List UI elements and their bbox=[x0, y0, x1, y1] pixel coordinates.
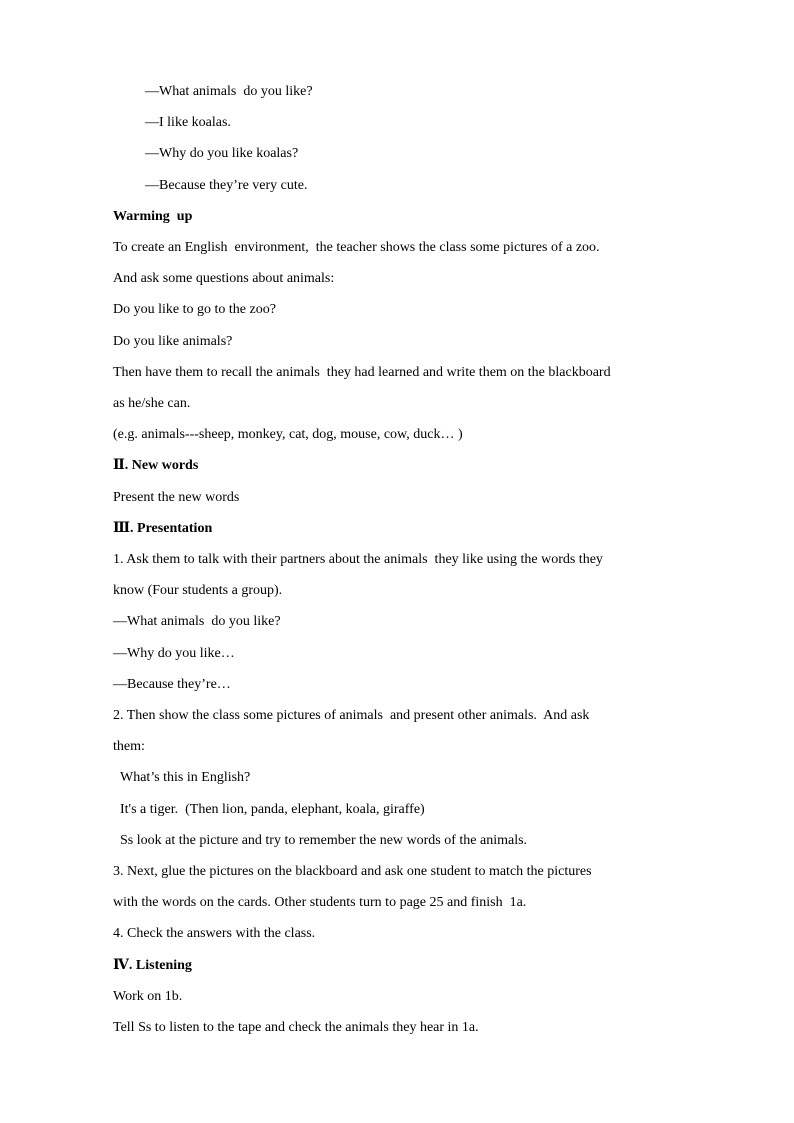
paragraph-line: Present the new words bbox=[113, 490, 240, 505]
paragraph-line: (e.g. animals---sheep, monkey, cat, dog, mouse, cow, duck… ) bbox=[113, 427, 463, 442]
section-heading-new-words: Ⅱ. New words bbox=[113, 458, 199, 473]
dialogue-line: —What animals do you like? bbox=[113, 614, 281, 629]
paragraph-line: What’s this in English? bbox=[120, 770, 251, 785]
dialogue-line: —Because they’re… bbox=[113, 677, 231, 692]
paragraph-line: 1. Ask them to talk with their partners about the animals they like using the words they bbox=[113, 552, 603, 567]
paragraph-line: Do you like animals? bbox=[113, 334, 233, 349]
paragraph-line: 3. Next, glue the pictures on the blackboard and ask one student to match the pictures bbox=[113, 864, 592, 879]
paragraph-line: know (Four students a group). bbox=[113, 583, 283, 598]
paragraph-line: To create an English environment, the teacher shows the class some pictures of a zoo. bbox=[113, 240, 600, 255]
paragraph-line: 2. Then show the class some pictures of animals and present other animals. And ask bbox=[113, 708, 590, 723]
dialogue-line: —I like koalas. bbox=[145, 115, 231, 130]
dialogue-line: —Why do you like koalas? bbox=[145, 146, 299, 161]
paragraph-line: Do you like to go to the zoo? bbox=[113, 302, 276, 317]
paragraph-line: Work on 1b. bbox=[113, 989, 183, 1004]
paragraph-line: 4. Check the answers with the class. bbox=[113, 926, 316, 941]
paragraph-line: as he/she can. bbox=[113, 396, 191, 411]
paragraph-line: And ask some questions about animals: bbox=[113, 271, 335, 286]
section-heading-presentation: Ⅲ. Presentation bbox=[113, 521, 213, 536]
paragraph-line: Then have them to recall the animals they had learned and write them on the blackboard bbox=[113, 365, 611, 380]
section-heading-listening: Ⅳ. Listening bbox=[113, 958, 192, 973]
paragraph-line: with the words on the cards. Other students turn to page 25 and finish 1a. bbox=[113, 895, 527, 910]
paragraph-line: It's a tiger. (Then lion, panda, elephant, koala, giraffe) bbox=[120, 802, 425, 817]
paragraph-line: Ss look at the picture and try to remember the new words of the animals. bbox=[120, 833, 528, 848]
section-heading-warming-up: Warming up bbox=[113, 209, 193, 224]
paragraph-line: Tell Ss to listen to the tape and check the animals they hear in 1a. bbox=[113, 1020, 479, 1035]
dialogue-line: —Why do you like… bbox=[113, 646, 235, 661]
dialogue-line: —Because they’re very cute. bbox=[145, 178, 308, 193]
dialogue-line: —What animals do you like? bbox=[145, 84, 313, 99]
paragraph-line: them: bbox=[113, 739, 145, 754]
